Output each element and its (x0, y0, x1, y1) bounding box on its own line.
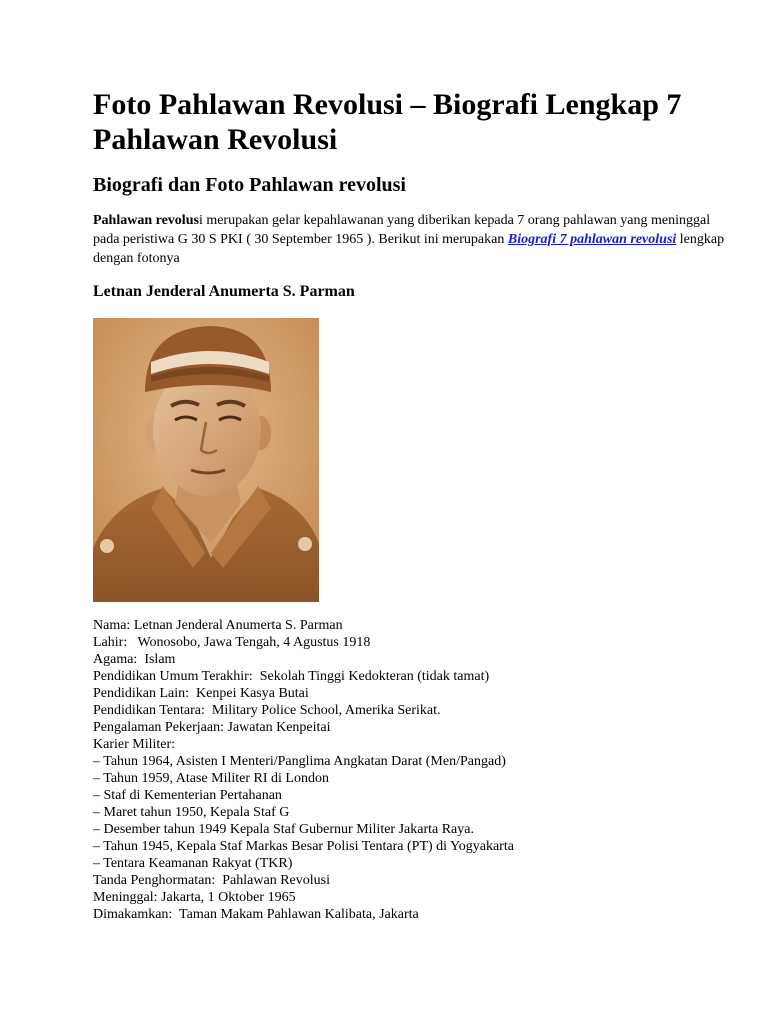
bio-line: – Staf di Kementerian Pertahanan (93, 788, 282, 803)
bio-line: Pendidikan Tentara: Military Police School, Amerika Serikat. (93, 703, 441, 718)
bio-line: – Desember tahun 1949 Kepala Staf Gubernur Militer Jakarta Raya. (93, 822, 474, 837)
bio-line: Tanda Penghormatan: Pahlawan Revolusi (93, 873, 330, 888)
bio-line: – Tahun 1945, Kepala Staf Markas Besar Polisi Tentara (PT) di Yogyakarta (93, 839, 514, 854)
biografi-link[interactable]: Biografi 7 pahlawan revolusi (507, 232, 677, 247)
bio-line: – Maret tahun 1950, Kepala Staf G (93, 805, 290, 820)
biography-details (93, 617, 733, 923)
bio-line: Meninggal: Jakarta, 1 Oktober 1965 (93, 890, 296, 905)
bio-line: Pengalaman Pekerjaan: Jawatan Kenpeitai (93, 720, 331, 735)
bio-line: Pendidikan Umum Terakhir: Sekolah Tinggi Kedokteran (tidak tamat) (93, 669, 490, 684)
intro-paragraph (93, 211, 733, 268)
bio-line: – Tahun 1959, Atase Militer RI di London (93, 771, 329, 786)
portrait-illustration (93, 318, 319, 602)
bio-line: Agama: Islam (93, 652, 176, 667)
intro-text-end: lengkap dengan fotonya (93, 232, 725, 266)
bio-line: – Tentara Keamanan Rakyat (TKR) (93, 856, 293, 871)
section-heading: Letnan Jenderal Anumerta S. Parman (93, 283, 355, 300)
bio-line: Pendidikan Lain: Kenpei Kasya Butai (93, 686, 309, 701)
bio-line: – Tahun 1964, Asisten I Menteri/Panglima Angkatan Darat (Men/Pangad) (93, 754, 506, 769)
bio-line: Karier Militer: (93, 737, 176, 752)
article-title: Foto Pahlawan Revolusi – Biografi Lengkap 7 Pahlawan Revolusi (93, 88, 682, 156)
article-subtitle: Biografi dan Foto Pahlawan revolusi (93, 174, 406, 196)
bio-line: Lahir: Wonosobo, Jawa Tengah, 4 Agustus 1918 (93, 635, 371, 650)
bio-line: Nama: Letnan Jenderal Anumerta S. Parman (93, 618, 343, 633)
bio-line: Dimakamkan: Taman Makam Pahlawan Kalibata, Jakarta (93, 907, 419, 922)
intro-text: i merupakan gelar kepahlawanan yang diberikan kepada 7 orang pahlawan yang meninggal pada peristiwa G 30 S PKI ( 30 September 1965 ). Berikut ini merupakan (93, 213, 711, 247)
intro-bold-lead: Pahlawan revolus (93, 213, 199, 228)
portrait-photo (93, 318, 319, 602)
